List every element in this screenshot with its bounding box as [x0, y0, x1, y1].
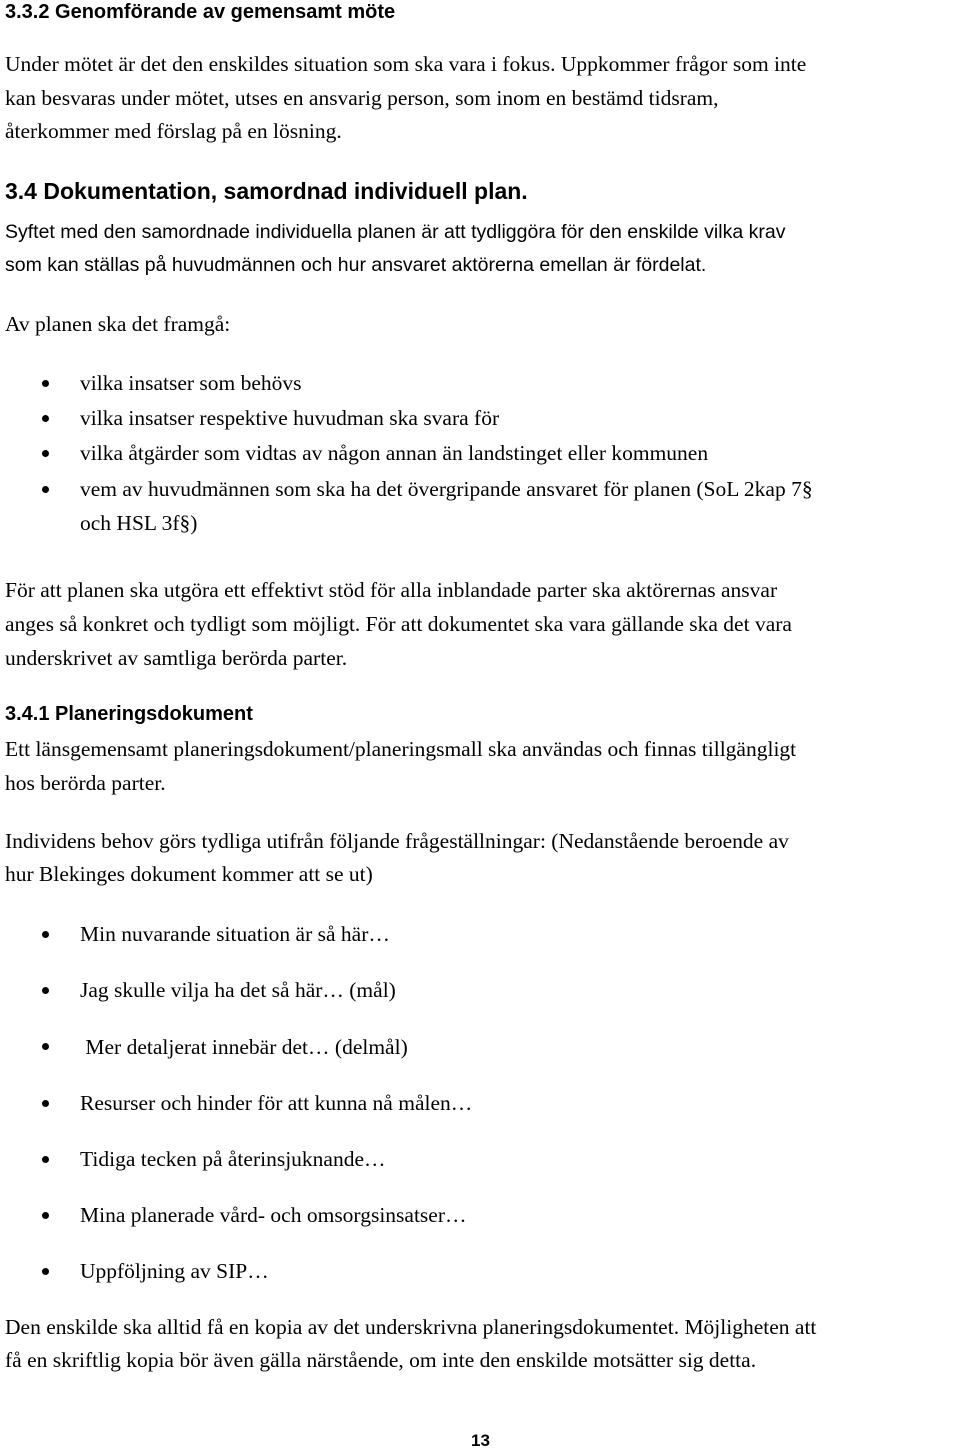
bullet-icon [42, 1043, 49, 1050]
bullet-icon [42, 486, 49, 493]
bullet-icon [42, 450, 49, 457]
list-item: vilka åtgärder som vidtas av någon annan än landstinget eller kommunen [80, 441, 709, 465]
paragraph-line: få en skriftlig kopia bör även gälla närstående, om inte den enskilde motsätter sig detta. [5, 1348, 757, 1372]
list-intro: Av planen ska det framgå: [5, 312, 231, 336]
list-item: vilka insatser som behövs [80, 371, 302, 395]
bullet-icon [42, 415, 49, 422]
paragraph-line: Den enskilde ska alltid få en kopia av det underskrivna planeringsdokumentet. Möjligheten att [5, 1315, 817, 1339]
bullet-icon [42, 1268, 49, 1275]
list-item-continuation: och HSL 3f§) [80, 511, 198, 535]
question-item: Jag skulle vilja ha det så här… (mål) [80, 978, 396, 1002]
heading-3-4: 3.4 Dokumentation, samordnad individuell plan. [5, 178, 528, 204]
heading-3-4-1: 3.4.1 Planeringsdokument [5, 703, 253, 725]
paragraph-line: För att planen ska utgöra ett effektivt stöd för alla inblandade parter ska aktörernas ansvar [5, 578, 778, 602]
heading-3-3-2: 3.3.2 Genomförande av gemensamt möte [5, 1, 396, 23]
list-item: vem av huvudmännen som ska ha det övergripande ansvaret för planen (SoL 2kap 7§ [80, 477, 813, 501]
bullet-icon [42, 987, 49, 994]
list-item: vilka insatser respektive huvudman ska svara för [80, 406, 500, 430]
paragraph-line: återkommer med förslag på en lösning. [5, 119, 342, 143]
bullet-icon [42, 931, 49, 938]
paragraph-line: Individens behov görs tydliga utifrån följande frågeställningar: (Nedanstående beroende av [5, 829, 789, 853]
paragraph-line: Under mötet är det den enskildes situation som ska vara i fokus. Uppkommer frågor som inte [5, 52, 807, 76]
question-item: Min nuvarande situation är så här… [80, 922, 390, 946]
question-item: Tidiga tecken på återinsjuknande… [80, 1147, 386, 1171]
paragraph-line: hur Blekinges dokument kommer att se ut) [5, 862, 373, 886]
paragraph-line: anges så konkret och tydligt som möjligt. För att dokumentet ska vara gällande ska det vara [5, 612, 792, 636]
bullet-icon [42, 1100, 49, 1107]
question-item: Mer detaljerat innebär det… (delmål) [80, 1035, 408, 1059]
paragraph-line: som kan ställas på huvudmännen och hur ansvaret aktörerna emellan är fördelat. [5, 254, 707, 276]
bullet-icon [42, 1156, 49, 1163]
bullet-icon [42, 380, 49, 387]
paragraph-line: Syftet med den samordnade individuella planen är att tydliggöra för den enskilde vilka krav [5, 221, 786, 243]
paragraph-line: hos berörda parter. [5, 771, 166, 795]
question-item: Uppföljning av SIP… [80, 1259, 269, 1283]
paragraph-line: kan besvaras under mötet, utses en ansvarig person, som inom en bestämd tidsram, [5, 86, 719, 110]
page-number: 13 [471, 1431, 490, 1450]
bullet-icon [42, 1212, 49, 1219]
question-item: Resurser och hinder för att kunna nå målen… [80, 1091, 473, 1115]
question-item: Mina planerade vård- och omsorgsinsatser… [80, 1203, 467, 1227]
paragraph-line: underskrivet av samtliga berörda parter. [5, 646, 348, 670]
paragraph-line: Ett länsgemensamt planeringsdokument/planeringsmall ska användas och finnas tillgängligt [5, 737, 797, 761]
